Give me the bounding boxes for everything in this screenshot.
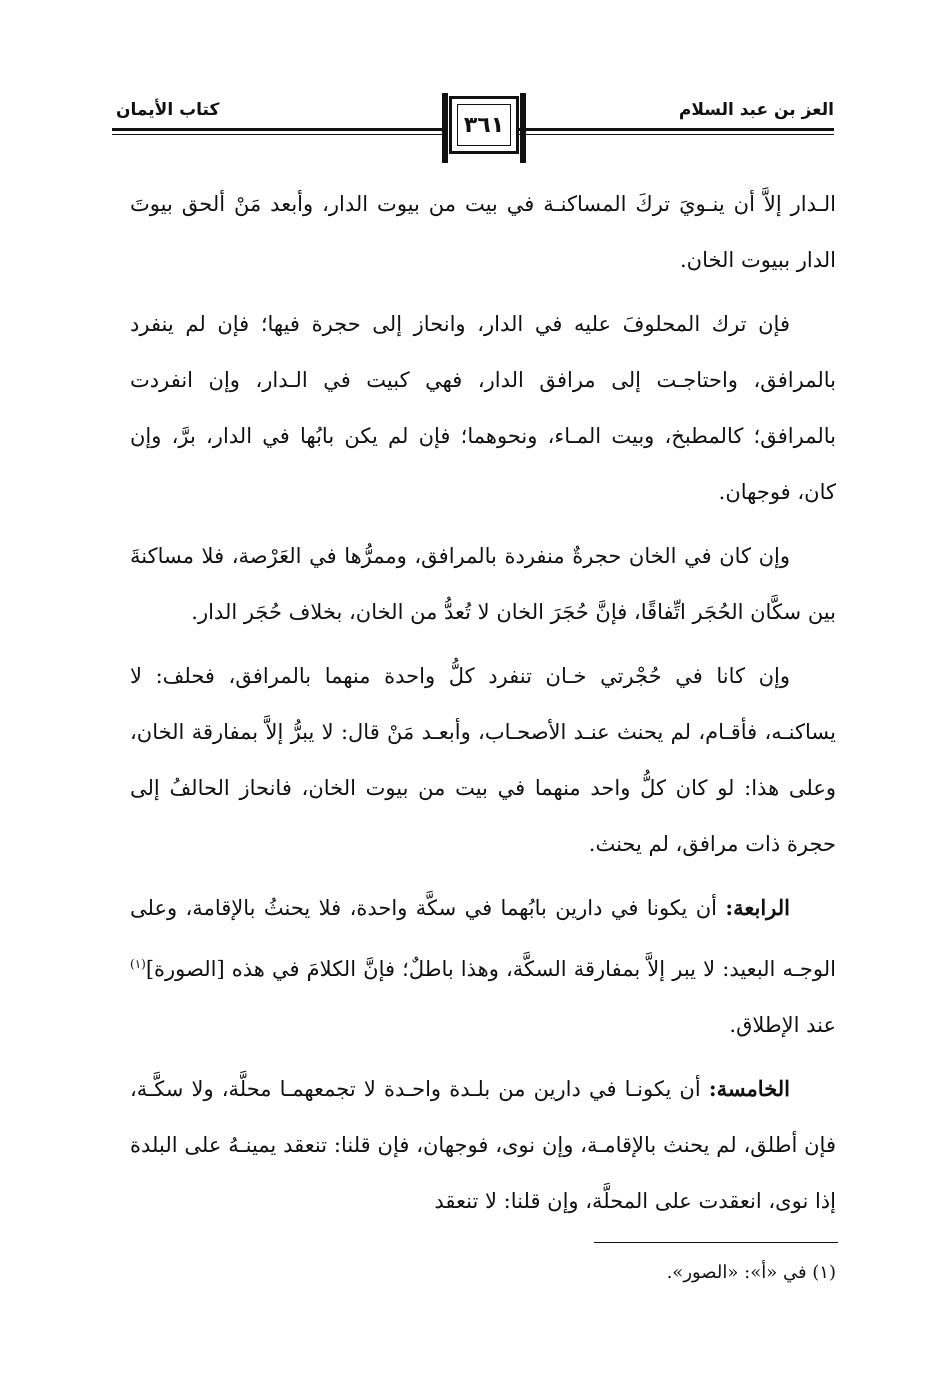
chapter-title: كتاب الأيمان — [116, 100, 220, 120]
ornament-post-left — [442, 93, 448, 163]
page-number-box — [449, 96, 519, 154]
header-rule-left-thin — [112, 134, 442, 135]
paragraph-5-text: أن يكونا في دارين بابُهما في سكَّة واحدة، فلا يحنثُ بالإقامة، وعلى الوجـه البعيد: لا يبر إلاَّ بمفارقة السكَّة، وهذا باطلٌ؛ فإنَّ الكلامَ في هذه [الصورة] — [130, 896, 836, 981]
paragraph-5-text-end: عند الإطلاق. — [729, 1013, 836, 1037]
paragraph-6-lead: الخامسة: — [708, 1076, 790, 1101]
header-rule-left — [112, 128, 442, 131]
paragraph-4: وإن كانا في حُجْرتي خـان تنفرد كلُّ واحدة منهما بالمرافق، فحلف: لا يساكنـه، فأقـام، لم يحنث عنـد الأصحـاب، وأبعـد مَنْ قال: لا يبرُّ إلاَّ بمفارقة الخان، وعلى هذا: لو كان كلُّ واحد منهما في بيت من بيوت الخان، فانحاز الحالفُ إلى حجرة ذات مرافق، لم يحنث. — [130, 664, 836, 856]
footnote-ref: (١) — [130, 957, 146, 971]
paragraph-6-text: أن يكونـا في دارين من بلـدة واحـدة لا تجمعهمـا محلَّة، ولا سكَّـة، فإن أطلق، لم يحنث بالإقامـة، وإن نوى، فوجهان، فإن قلنا: تنعقد يمينـهُ على البلدة إذا نوى، انعقدت على المحلَّة، وإن قلنا: لا تنعقد — [130, 1077, 836, 1213]
footnote: (١) في «أ»: «الصور». — [666, 1262, 836, 1283]
ornament-post-right — [520, 93, 526, 163]
header-rule-right-thin — [516, 134, 834, 135]
main-text — [130, 176, 836, 1237]
paragraph-2: فإن ترك المحلوفَ عليه في الدار، وانحاز إلى حجرة فيها؛ فإن لم ينفرد بالمرافق، واحتاجـت إلى مرافق الدار، فهي كبيت في الـدار، وإن انفردت بالمرافق؛ كالمطبخ، وبيت المـاء، ونحوهما؛ فإن لم يكن بابُها في الدار، برَّ، وإن كان، فوجهان. — [130, 312, 836, 504]
paragraph-6 — [130, 1061, 836, 1229]
header-rule-right — [516, 128, 834, 131]
paragraph-5-lead: الرابعة: — [725, 895, 790, 920]
author-title: العز بن عبد السلام — [678, 100, 834, 120]
page-header — [112, 92, 834, 172]
footnote-rule — [594, 1242, 838, 1243]
paragraph-5 — [130, 880, 836, 1053]
paragraph-3: وإن كان في الخان حجرةٌ منفردة بالمرافق، وممرُّها في العَرْصة، فلا مساكنةَ بين سكَّان الحُجَر اتِّفاقًا، فإنَّ حُجَرَ الخان لا تُعدُّ من الخان، بخلاف حُجَر الدار. — [130, 544, 836, 624]
page-number: ٣٦١ — [457, 104, 511, 146]
paragraph-1: الـدار إلاَّ أن ينـويَ تركَ المساكنـة في بيت من بيوت الدار، وأبعد مَنْ ألحق بيوتَ الدار ببيوت الخان. — [130, 192, 836, 272]
